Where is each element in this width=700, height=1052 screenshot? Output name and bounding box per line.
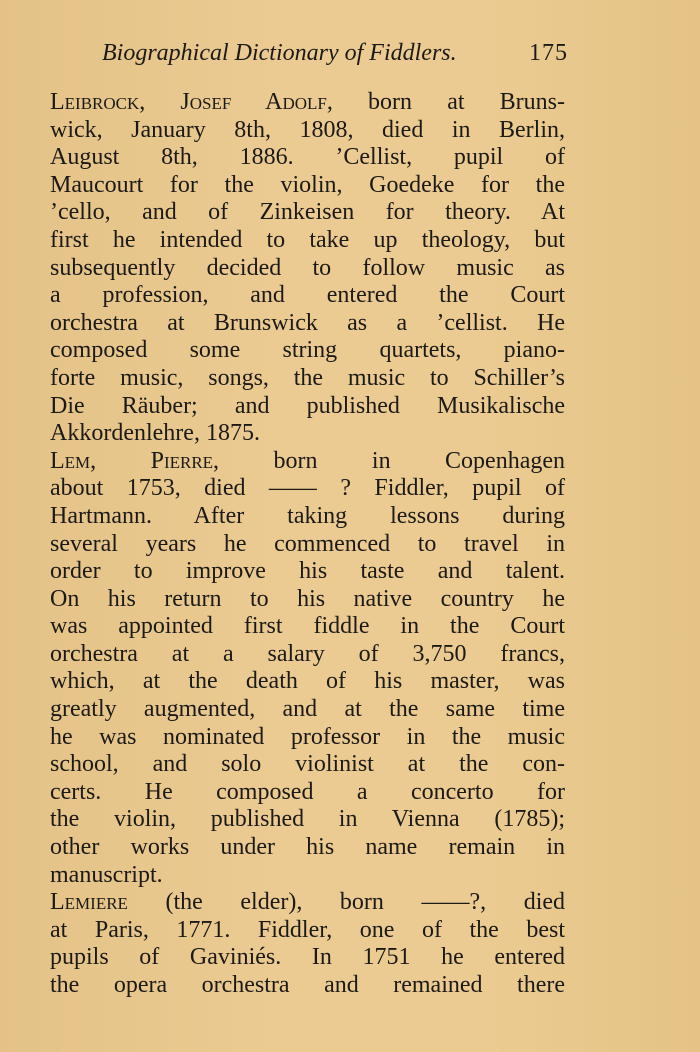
entry-headword: Leibrock, Josef Adolf, [50, 89, 333, 115]
entry-line: several years he commenced to travel in [50, 530, 565, 557]
entry-line: composed some string quartets, piano- [50, 337, 565, 364]
entry-line: which, at the death of his master, was [50, 668, 565, 695]
entry-line: Akkordenlehre, 1875. [50, 420, 260, 447]
entry-line: orchestra at Brunswick as a ’cellist. He [50, 309, 565, 336]
entry-line: wick, January 8th, 1808, died in Berlin, [50, 116, 565, 143]
entry-line: Maucourt for the violin, Goedeke for the [50, 171, 565, 198]
entry-line: first he intended to take up theology, but [50, 226, 565, 253]
entry-line: August 8th, 1886. ’Cellist, pupil of [50, 144, 565, 171]
entry-line: Lem, Pierre, born in Copenhagen [50, 447, 565, 474]
entry-line: subsequently decided to follow music as [50, 254, 565, 281]
entry-line: the opera orchestra and remained there [50, 972, 565, 998]
entry-line: other works under his name remain in [50, 834, 565, 861]
entry-line: manuscript. [50, 861, 163, 888]
entry-line: Leibrock, Josef Adolf, born at Bruns- [50, 89, 565, 115]
entry-line: pupils of Gaviniés. In 1751 he entered [50, 944, 565, 971]
entry-line: about 1753, died —— ? Fiddler, pupil of [50, 475, 565, 502]
entry-line: greatly augmented, and at the same time [50, 696, 565, 723]
entry-line: school, and solo violinist at the con- [50, 751, 565, 778]
entry-line: orchestra at a salary of 3,750 francs, [50, 640, 565, 667]
entry-line: the violin, published in Vienna (1785); [50, 806, 565, 833]
entry-line: forte music, songs, the music to Schiller’s [50, 364, 565, 391]
body-text [50, 89, 565, 1000]
running-head [102, 36, 568, 70]
entry-line: Lemiere (the elder), born ——?, died [50, 889, 565, 916]
entry-line: order to improve his taste and talent. [50, 558, 565, 585]
entry-line: he was nominated professor in the music [50, 723, 565, 750]
entry-line: at Paris, 1771. Fiddler, one of the best [50, 916, 565, 943]
entry-line: ’cello, and of Zinkeisen for theory. At [50, 199, 565, 226]
entry-line: Hartmann. After taking lessons during [50, 502, 565, 529]
entry-line: Die Räuber; and published Musikalische [50, 392, 565, 419]
running-head-title: Biographical Dictionary of Fiddlers. [102, 40, 457, 66]
entry-line: certs. He composed a concerto for [50, 778, 565, 805]
page-number: 175 [529, 40, 568, 66]
entry-line: was appointed first fiddle in the Court [50, 613, 565, 640]
entry-line: a profession, and entered the Court [50, 282, 565, 309]
entry-headword: Lem, Pierre, [50, 447, 220, 474]
entry-line: On his return to his native country he [50, 585, 565, 612]
entry-headword: Lemiere [50, 889, 128, 916]
